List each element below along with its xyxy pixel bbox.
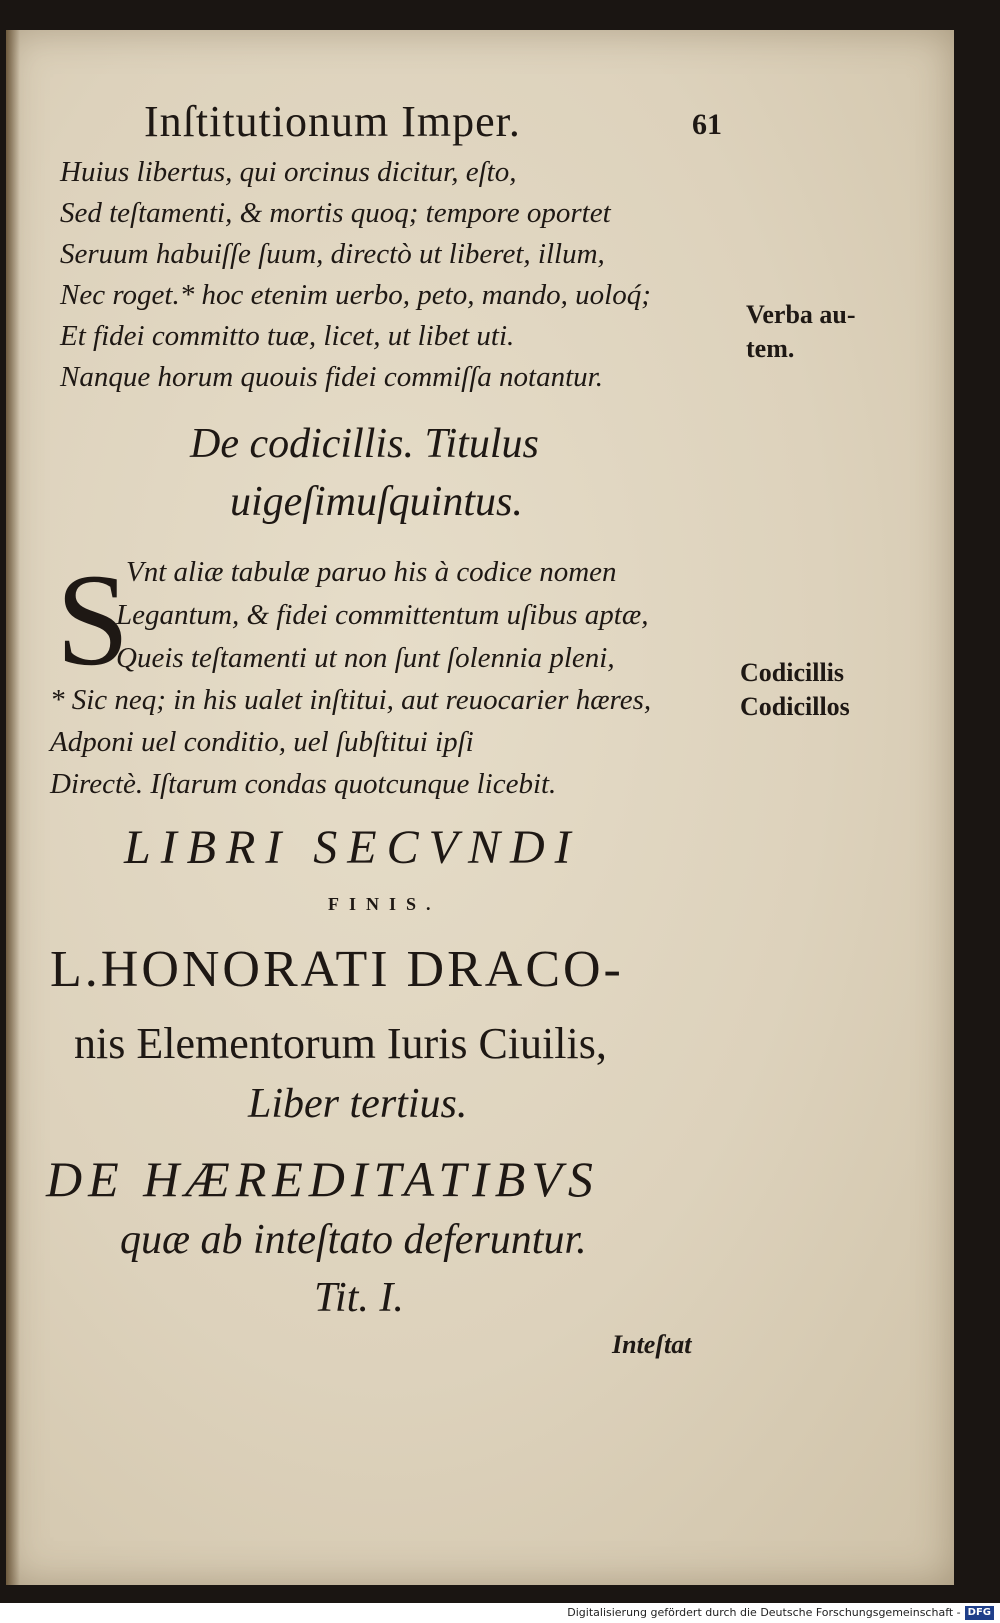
verse-line: Directè. Iſtarum condas quotcunque licebit. [50,768,557,800]
drop-cap-initial: S [56,546,130,693]
dfg-logo-icon: DFG [965,1606,994,1620]
running-header-title: Inſtitutionum Imper. [144,97,521,146]
verse-line: Vnt aliæ tabulæ paruo his à codice nomen [126,556,617,588]
colophon-heading: LIBRI SECVNDI [124,821,581,874]
verse-line: Adponi uel conditio, uel ſubſtitui ipſi [50,726,474,758]
verse-line: Huius libertus, qui orcinus dicitur, eſto, [60,156,517,188]
verse-line: Seruum habuiſſe ſuum, directò ut liberet, illum, [60,238,605,270]
margin-note-line: Codicillos [740,692,850,721]
next-title-number: Tit. I. [314,1275,404,1321]
margin-note-line: Verba au- [746,300,856,329]
verse-line: Sed teſtamenti, & mortis quoq; tempore oportet [60,197,611,229]
next-book-liber: Liber tertius. [248,1081,468,1127]
next-title-heading: DE HÆREDITATIBVS [46,1151,599,1207]
margin-note-line: tem. [746,334,795,363]
next-book-title: L.HONORATI DRACO- [50,941,624,998]
next-title-subheading: quæ ab inteſtato deferuntur. [120,1217,587,1263]
verse-line: Et fidei committo tuæ, licet, ut libet uti. [60,320,515,352]
digitization-credit-bar [0,1603,1000,1623]
verse-line: Queis teſtamenti ut non ſunt ſolennia pleni, [116,642,615,674]
digitization-credit-text: Digitalisierung gefördert durch die Deutsche Forschungsgemeinschaft - [567,1606,961,1619]
page-number: 61 [692,108,722,141]
next-book-subtitle: nis Elementorum Iuris Ciuilis, [74,1019,607,1068]
margin-note-line: Codicillis [740,658,845,687]
section-title-line: De codicillis. Titulus [190,421,539,467]
catchword: Inteſtat [612,1330,692,1359]
verse-line: Legantum, & fidei committentum uſibus aptæ, [116,599,649,631]
page-binding-shadow [6,30,20,1585]
verse-line: * Sic neq; in his ualet inſtitui, aut reuocarier hæres, [50,684,652,716]
verse-line: Nanque horum quouis fidei commiſſa notantur. [60,361,603,393]
colophon-finis: FINIS. [328,894,441,914]
verse-line: Nec roget.* hoc etenim uerbo, peto, mando, uoloq́; [60,279,651,311]
section-title-line: uigeſimuſquintus. [230,479,523,525]
